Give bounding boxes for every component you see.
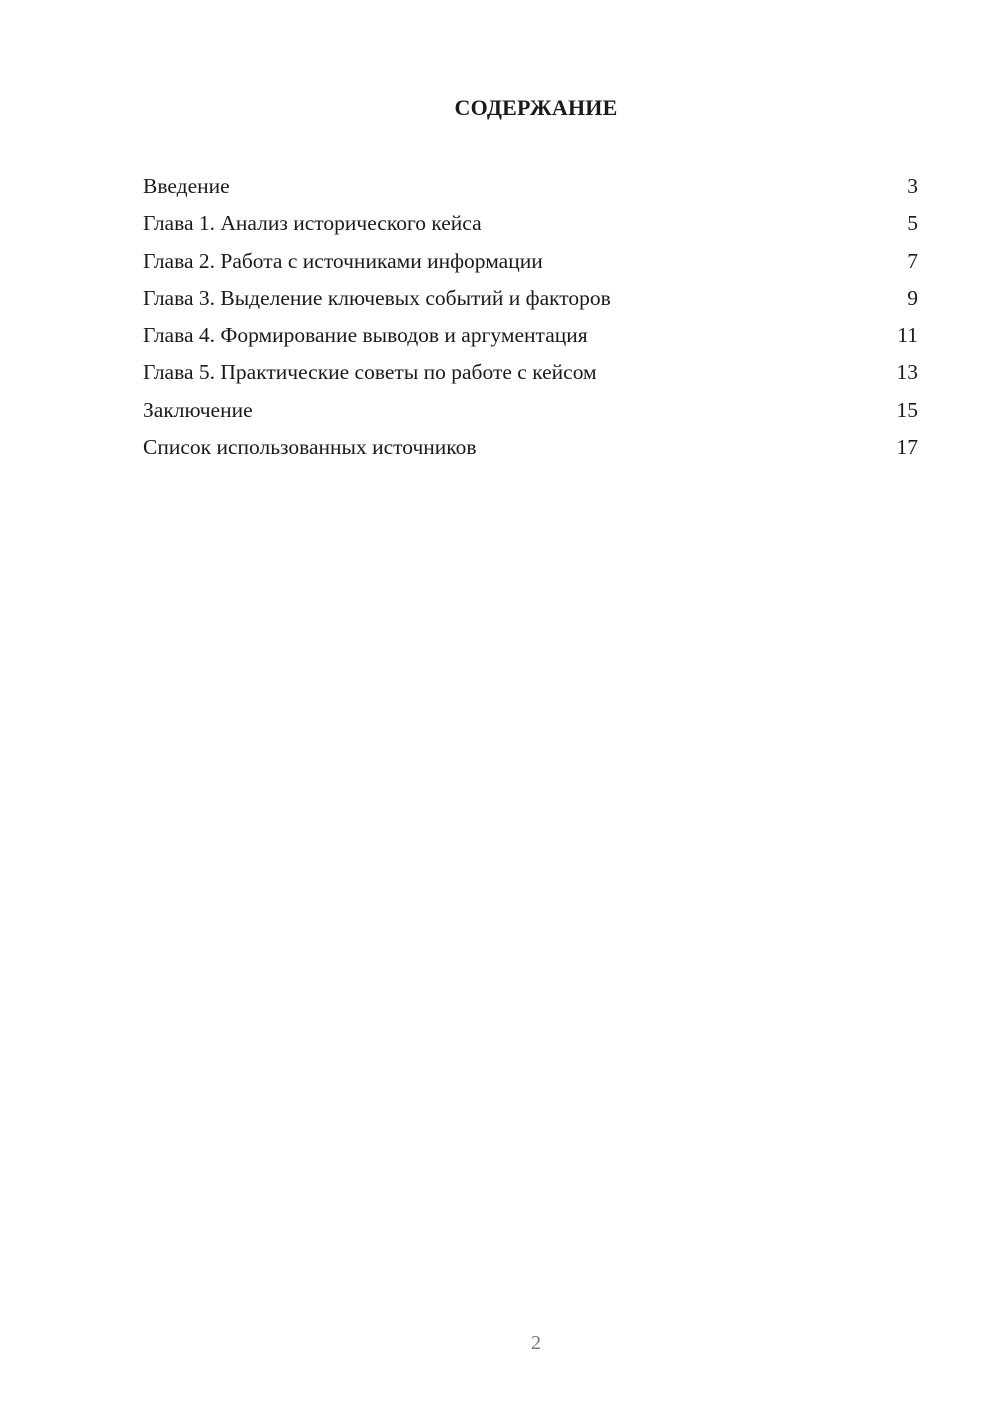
toc-entry-references [143, 429, 918, 466]
toc-entry-title: Глава 5. Практические советы по работе с кейсом [143, 360, 597, 385]
toc-entry-chapter-5 [143, 354, 918, 391]
toc-entry-title: Глава 4. Формирование выводов и аргументация [143, 323, 588, 348]
toc-entry-conclusion [143, 392, 918, 429]
toc-entry-page-number: 13 [896, 360, 918, 385]
toc-entry-chapter-1 [143, 205, 918, 242]
page-number: 2 [531, 1332, 541, 1354]
toc-entry-page-number: 9 [907, 285, 918, 310]
toc-entry-title: Глава 3. Выделение ключевых событий и факторов [143, 285, 611, 310]
toc-entry-page-number: 5 [907, 211, 918, 236]
table-of-contents [143, 168, 918, 466]
toc-entry-introduction [143, 168, 918, 205]
toc-entry-title: Глава 2. Работа с источниками информации [143, 248, 543, 273]
toc-entry-page-number: 15 [896, 397, 918, 422]
toc-entry-page-number: 11 [897, 323, 918, 348]
toc-heading: СОДЕРЖАНИЕ [454, 95, 618, 120]
toc-entry-page-number: 7 [907, 248, 918, 273]
toc-entry-title: Введение [143, 174, 230, 198]
toc-entry-page-number: 3 [907, 174, 918, 198]
toc-entry-chapter-2 [143, 243, 918, 280]
toc-entry-title: Список использованных источников [143, 435, 477, 460]
toc-entry-title: Заключение [143, 397, 253, 422]
toc-entry-chapter-3 [143, 280, 918, 317]
toc-entry-chapter-4 [143, 317, 918, 354]
toc-entry-page-number: 17 [896, 435, 918, 460]
toc-entry-title: Глава 1. Анализ исторического кейса [143, 211, 482, 236]
